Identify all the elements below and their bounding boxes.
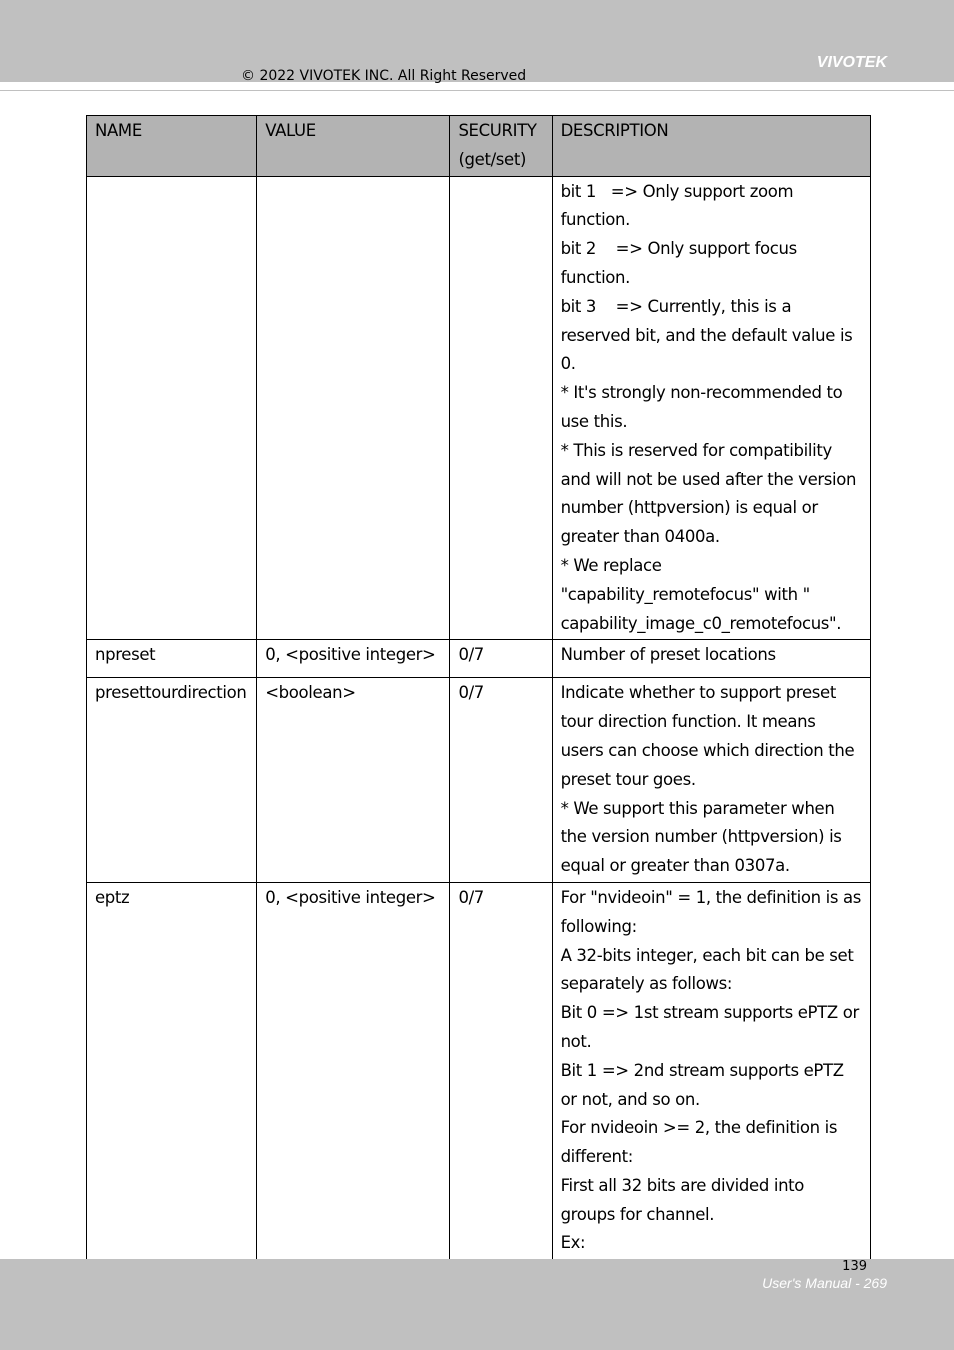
cell-security: 0/7 xyxy=(450,640,552,678)
header-security-line2: (get/set) xyxy=(458,149,527,169)
cell-description xyxy=(552,882,870,1288)
manual-page-label: User's Manual - 269 xyxy=(762,1275,887,1291)
cell-description xyxy=(552,678,870,883)
header-value: VALUE xyxy=(257,116,450,177)
table-row xyxy=(87,882,871,1288)
description-line: Number of preset locations xyxy=(560,645,776,665)
footer-band xyxy=(0,1259,954,1350)
copyright-notice: © 2022 VIVOTEK INC. All Right Reserved xyxy=(241,68,527,84)
description-line: For nvideoin >= 2, the definition is different: xyxy=(560,1118,838,1167)
cell-security xyxy=(450,176,552,640)
cell-name: presettourdirection xyxy=(87,678,257,883)
header-security xyxy=(450,116,552,177)
description-line: * We support this parameter when the version number (httpversion) is equal or greater than 0307a. xyxy=(560,798,842,876)
cell-description xyxy=(552,176,870,640)
cell-description xyxy=(552,640,870,678)
description-line: Bit 0 => 1st stream supports ePTZ or not. xyxy=(560,1003,859,1051)
cell-value: 0, <positive integer> xyxy=(257,640,450,678)
description-line: Ex: xyxy=(560,1233,586,1253)
cell-security: 0/7 xyxy=(450,678,552,883)
description-line: bit 1 => Only support zoom function. xyxy=(560,181,794,230)
parameter-table xyxy=(86,115,871,1289)
table-row xyxy=(87,640,871,678)
cell-name xyxy=(87,176,257,640)
table-row xyxy=(87,176,871,640)
cell-security: 0/7 xyxy=(450,882,552,1288)
header-divider xyxy=(0,90,954,91)
description-line: * It's strongly non-recommended to use this. xyxy=(560,383,843,431)
page-number: 139 xyxy=(842,1259,867,1274)
description-line: A 32-bits integer, each bit can be set separately as follows: xyxy=(560,945,854,994)
cell-name: eptz xyxy=(87,882,257,1288)
cell-name: npreset xyxy=(87,640,257,678)
description-line: For "nvideoin" = 1, the definition is as following: xyxy=(560,887,862,936)
header-description: DESCRIPTION xyxy=(552,116,870,177)
cell-value xyxy=(257,176,450,640)
brand-logo-text: VIVOTEK xyxy=(816,54,887,71)
description-line: * This is reserved for compatibility and will not be used after the version number (httpversion) is equal or greater than 0400a. xyxy=(560,440,857,547)
header-security-line1: SECURITY xyxy=(458,121,537,140)
description-line: Indicate whether to support preset tour direction function. It means users can choose which direction the preset tour goes. xyxy=(560,683,855,789)
description-line: bit 2 => Only support focus function. xyxy=(560,239,797,287)
description-line: bit 3 => Currently, this is a reserved bit, and the default value is 0. xyxy=(560,296,853,374)
table-row xyxy=(87,678,871,883)
description-line: Bit 1 => 2nd stream supports ePTZ or not, and so on. xyxy=(560,1060,844,1109)
description-line: First all 32 bits are divided into groups for channel. xyxy=(560,1175,805,1224)
cell-value: <boolean> xyxy=(257,678,450,883)
description-line: * We replace "capability_remotefocus" with " capability_image_c0_remotefocus". xyxy=(560,555,842,633)
table-header-row xyxy=(87,116,871,177)
header-name: NAME xyxy=(87,116,257,177)
cell-value: 0, <positive integer> xyxy=(257,882,450,1288)
